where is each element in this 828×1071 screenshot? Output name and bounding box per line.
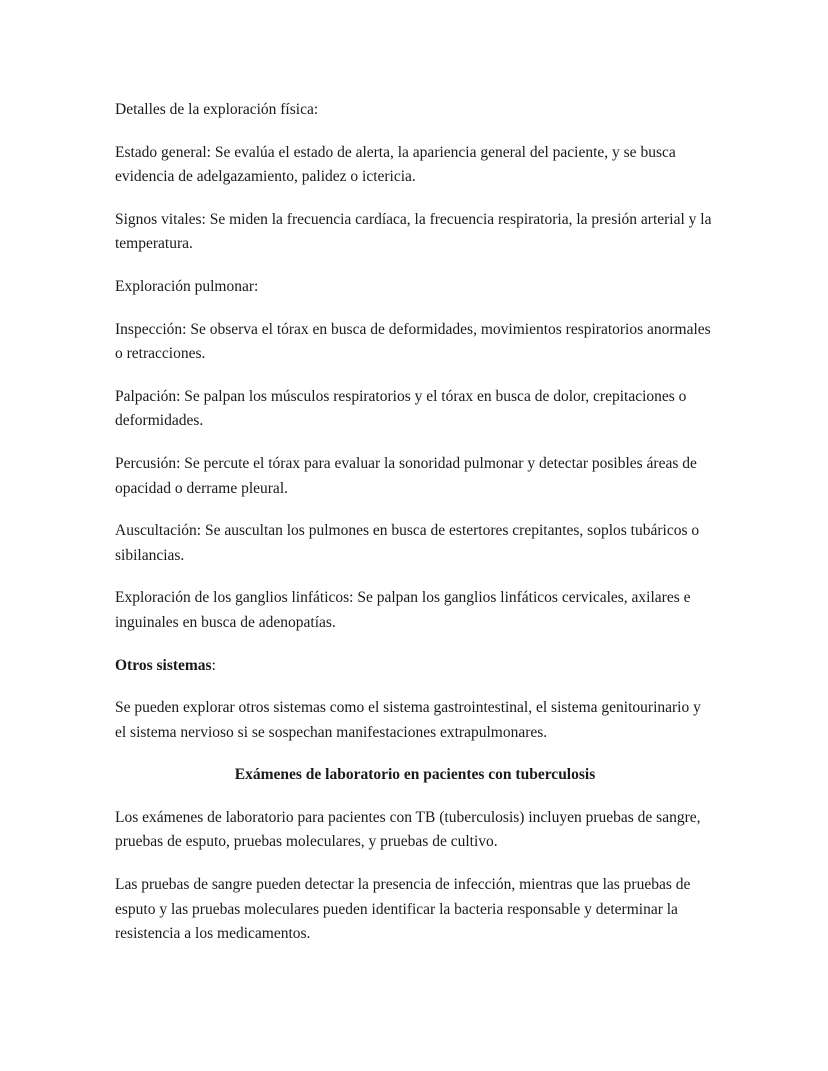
paragraph-otros-sistemas: Se pueden explorar otros sistemas como el sistema gastrointestinal, el sistema genitourinario y el sistema nervioso si se sospechan manifestaciones extrapulmonares. — [115, 699, 701, 741]
paragraph-estado-general: Estado general: Se evalúa el estado de alerta, la apariencia general del paciente, y se busca evidencia de adelgazamiento, palidez o ictericia. — [115, 143, 676, 186]
paragraph-percusion: Percusión: Se percute el tórax para evaluar la sonoridad pulmonar y detectar posibles áreas de opacidad o derrame pleural. — [115, 454, 697, 497]
paragraph-exploracion-pulmonar: Exploración pulmonar: — [115, 277, 259, 295]
paragraph-signos-vitales: Signos vitales: Se miden la frecuencia cardíaca, la frecuencia respiratoria, la presión arterial y la temperatura. — [115, 210, 712, 253]
paragraph-pruebas-sangre: Las pruebas de sangre pueden detectar la presencia de infección, mientras que las pruebas de esputo y las pruebas moleculares pueden identificar la bacteria responsable y determinar la resistencia a los medicamentos. — [115, 876, 691, 943]
otros-sistemas-title: Otros sistemas — [115, 656, 212, 674]
paragraph-inspeccion: Inspección: Se observa el tórax en busca de deformidades, movimientos respiratorios anormales o retracciones. — [115, 320, 711, 363]
paragraph-palpacion: Palpación: Se palpan los músculos respiratorios y el tórax en busca de dolor, crepitaciones o deformidades. — [115, 387, 687, 430]
otros-sistemas-heading — [115, 654, 715, 679]
paragraph-ganglios: Exploración de los ganglios linfáticos: Se palpan los ganglios linfáticos cervicales, axilares e inguinales en busca de adenopatías. — [115, 589, 691, 631]
paragraph-exploracion-fisica: Detalles de la exploración física: — [115, 101, 319, 118]
otros-sistemas-colon: : — [211, 656, 216, 674]
section-heading-examenes: Exámenes de laboratorio en pacientes con tuberculosis — [234, 766, 596, 784]
paragraph-auscultacion: Auscultación: Se auscultan los pulmones en busca de estertores crepitantes, soplos tubáricos o sibilancias. — [115, 522, 700, 564]
document-page — [115, 98, 715, 965]
paragraph-examenes-incluyen: Los exámenes de laboratorio para pacientes con TB (tuberculosis) incluyen pruebas de sangre, pruebas de esputo, pruebas moleculares, y pruebas de cultivo. — [115, 808, 701, 851]
